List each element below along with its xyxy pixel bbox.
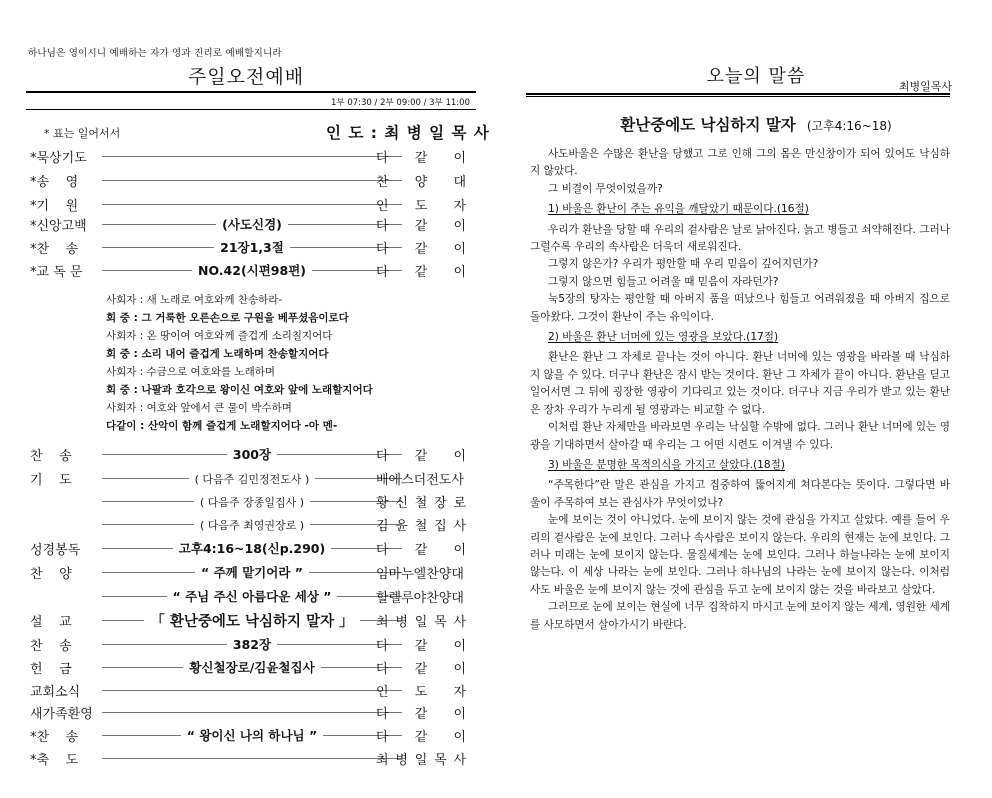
- sermon-reference: (고후4:16~18): [806, 119, 892, 133]
- order-row: [30, 169, 466, 191]
- order-detail: “ 왕이신 나의 하나님 ”: [181, 728, 323, 743]
- order-detail: 고후4:16~18(신p.290): [173, 541, 331, 556]
- order-person: 다 같 이: [376, 242, 466, 257]
- order-person: 최 병 일 목 사: [376, 615, 466, 630]
- order-row: [30, 633, 466, 655]
- order-row: [30, 747, 466, 769]
- order-detail: “ 주님 주신 아름다운 세상 ”: [167, 589, 338, 604]
- times-divider: [26, 109, 476, 110]
- sermon-paragraph: 우리가 환난을 당할 때 우리의 겉사람은 날로 낡아진다. 늙고 병들고 쇠약해진다. 그러나 그럴수록 우리의 속사람은 더욱더 새로워진다.: [530, 223, 950, 254]
- order-row: [30, 585, 466, 607]
- order-person: 다 같 이: [376, 730, 466, 745]
- order-label: *교 독 문: [30, 265, 83, 280]
- order-row: [30, 513, 466, 535]
- order-row: [30, 679, 466, 701]
- order-detail: 21장1,3절: [214, 240, 290, 255]
- sermon-paragraph: 그러므로 눈에 보이는 현실에 너무 집착하지 마시고 눈에 보이지 않는 세계, 영원한 세계를 사모하면서 살아가시기 바란다.: [530, 601, 950, 631]
- order-detail-wrap: [120, 468, 384, 487]
- order-detail: 「 환난중에도 낙심하지 말자 」: [144, 614, 359, 630]
- order-detail: ( 다음주 장종일집사 ): [194, 496, 310, 509]
- order-person: 할렐루야찬양대: [376, 591, 464, 606]
- order-row: [30, 193, 466, 215]
- order-person: 임마누엘찬양대: [376, 567, 464, 582]
- speaker: 최병일목사: [898, 80, 952, 93]
- bulletin-motto: 하나님은 영이시니 예배하는 자가 영과 진리로 예배할지니라: [28, 48, 282, 59]
- order-person: 찬 양 대: [376, 175, 466, 190]
- order-row: [30, 724, 466, 746]
- sermon-point-heading: 1) 바울은 환난이 주는 유익을 깨달았기 때문이다.(16절): [548, 203, 809, 216]
- order-person: 다 같 이: [376, 639, 466, 654]
- order-row: [30, 701, 466, 723]
- order-person: 다 같 이: [376, 449, 466, 464]
- order-detail: “ 주께 맡기어라 ”: [195, 565, 309, 580]
- presider: 인 도 : 최 병 일 목 사: [326, 124, 490, 142]
- order-detail-wrap: [120, 237, 384, 256]
- order-row: [30, 236, 466, 258]
- sermon-page: [520, 0, 992, 798]
- order-row: [30, 213, 466, 235]
- order-detail: 300장: [227, 447, 277, 462]
- sermon-body: [530, 146, 950, 634]
- order-person: 인 도 자: [376, 199, 466, 214]
- sermon-title-text: 환난중에도 낙심하지 말자: [620, 116, 796, 134]
- order-detail-wrap: [120, 514, 384, 533]
- responsive-line: 회 중 : 소리 내어 즐겁게 노래하며 찬송할지어다: [106, 348, 329, 360]
- order-label: 교회소식: [30, 685, 81, 700]
- order-person: 다 같 이: [376, 219, 466, 234]
- order-detail: NO.42(시편98편): [192, 263, 312, 278]
- leader-line: [102, 712, 402, 713]
- order-label: 설 교: [30, 615, 72, 630]
- worship-order-page: [0, 0, 490, 798]
- order-person: 다 같 이: [376, 151, 466, 166]
- order-detail-wrap: [120, 562, 384, 581]
- sermon-point-heading: 2) 바울은 환난 너머에 있는 영광을 보았다.(17절): [548, 331, 779, 344]
- order-person: 인 도 자: [376, 685, 466, 700]
- order-label: 새가족환영: [30, 707, 93, 722]
- order-row: [30, 656, 466, 678]
- order-label: *찬 송: [30, 730, 79, 745]
- order-detail-wrap: [120, 586, 384, 605]
- responsive-line: 사회자 : 수금으로 여호와를 노래하며: [106, 366, 276, 378]
- order-row: [30, 490, 466, 512]
- order-label: 찬 양: [30, 567, 72, 582]
- order-detail-wrap: [120, 538, 384, 557]
- order-label: 찬 송: [30, 449, 72, 464]
- leader-line: [102, 690, 402, 691]
- order-detail-wrap: [120, 657, 384, 676]
- sermon-page-title: 오늘의 말씀: [706, 66, 806, 87]
- order-detail: ( 다음주 최영권장로 ): [194, 519, 310, 532]
- sermon-paragraph: 그렇지 않으면 힘들고 어려울 때 믿음이 자라던가?: [548, 275, 779, 288]
- responsive-line: 사회자 : 여호와 앞에서 큰 물이 박수하며: [106, 402, 292, 414]
- leader-line: [102, 156, 402, 157]
- order-detail-wrap: [120, 634, 384, 653]
- order-label: 헌 금: [30, 662, 72, 677]
- sermon-title: [520, 113, 992, 135]
- order-label: *축 도: [30, 753, 79, 768]
- order-detail-wrap: [120, 610, 384, 631]
- order-detail: 황신철장로/김윤철집사: [183, 660, 320, 675]
- order-row: [30, 467, 466, 489]
- order-row: [30, 561, 466, 583]
- responsive-line: 회 중 : 그 거룩한 오른손으로 구원을 베푸셨음이로다: [106, 312, 349, 324]
- order-row: [30, 259, 466, 281]
- order-label: 기 도: [30, 473, 72, 488]
- leader-line: [102, 180, 402, 181]
- responsive-line: 사회자 : 온 땅이여 여호와께 즐겁게 소리칠지어다: [106, 330, 333, 342]
- order-label: *송 영: [30, 175, 79, 190]
- order-label: *기 원: [30, 199, 79, 214]
- sermon-paragraph: 눈에 보이는 것이 아니었다. 눈에 보이지 않는 것에 관심을 가지고 살았다. 예를 들어 우리의 겉사람은 눈에 보인다. 그러나 속사람은 보이지 않는다. 우리의 현재는 눈에 보인다. 그러나 미래는 눈에 보이지 않는다. 물질세계는 눈에 보인다. 그러나 하늘나라는 눈에 보이지 않는다. 이 세상 나라는 눈에 보인다. 그러나 하나님의 나라는 눈에 보이지 않는다. 이처럼 사도 바울은 눈에 보이지 않는 것에 관심을 두고 눈에 보이지 않는 것을 바라보고 살았다.: [530, 514, 950, 596]
- order-label: *묵상기도: [30, 151, 87, 166]
- order-detail-wrap: [120, 260, 384, 279]
- sermon-divider-thin: [526, 96, 950, 97]
- sermon-paragraph: 그렇지 않은가? 우리가 평안할 때 우리 믿음이 깊어지던가?: [548, 258, 819, 271]
- order-person: 다 같 이: [376, 543, 466, 558]
- order-row: [30, 609, 466, 631]
- order-label: 찬 송: [30, 639, 72, 654]
- sermon-paragraph: “주목한다”란 말은 관심을 가지고 집중하여 뚫어지게 쳐다본다는 뜻이다. 그렇다면 바울이 주목하여 보는 관심사가 무엇이었나?: [530, 479, 950, 509]
- order-label: *찬 송: [30, 242, 79, 257]
- order-label: 성경봉독: [30, 543, 81, 558]
- order-person: 배에스더전도사: [376, 473, 464, 488]
- order-detail-wrap: [120, 444, 384, 463]
- responsive-line: 다같이 : 산악이 함께 즐겁게 노래할지어다 -아 멘-: [106, 420, 338, 432]
- order-row: [30, 145, 466, 167]
- order-person: 황 신 철 장 로: [376, 496, 466, 511]
- order-row: [30, 537, 466, 559]
- page-title: 주일오전예배: [187, 66, 305, 88]
- title-divider: [26, 91, 476, 93]
- stand-note: * 표는 일어서서: [44, 127, 121, 140]
- order-label: *신앙고백: [30, 219, 87, 234]
- responsive-line: 사회자 : 새 노래로 여호와께 찬송하라-: [106, 294, 283, 306]
- sermon-paragraph: 눅5장의 탕자는 평안할 때 아버지 품을 떠났으나 힘들고 어려워졌을 때 아버지 집으로 돌아왔다. 그것이 환난이 주는 유익이다.: [530, 293, 950, 323]
- order-person: 다 같 이: [376, 707, 466, 722]
- order-detail: ( 다음주 김민정전도사 ): [189, 473, 316, 486]
- order-detail-wrap: [120, 214, 384, 233]
- order-detail: 382장: [227, 637, 277, 652]
- order-person: 김 윤 철 집 사: [376, 519, 466, 534]
- responsive-line: 회 중 : 나팔과 호각으로 왕이신 여호와 앞에 노래할지어다: [106, 384, 373, 396]
- leader-line: [102, 758, 402, 759]
- sermon-point-heading: 3) 바울은 분명한 목적의식을 가지고 살았다.(18절): [548, 458, 786, 471]
- order-person: 다 같 이: [376, 265, 466, 280]
- sermon-paragraph: 사도바울은 수많은 환난을 당했고 그로 인해 그의 몸은 만신창이가 되어 있어도 낙심하지 않았다.: [530, 148, 950, 178]
- order-person: 다 같 이: [376, 662, 466, 677]
- order-detail-wrap: [120, 725, 384, 744]
- leader-line: [102, 204, 402, 205]
- order-detail-wrap: [120, 491, 384, 510]
- sermon-divider-thick: [526, 93, 950, 95]
- order-row: [30, 443, 466, 465]
- sermon-paragraph: 환난은 환난 그 자체로 끝나는 것이 아니다. 환난 너머에 있는 영광을 바라볼 때 낙심하지 않을 수 있다. 더구나 환난은 잠시 받는 것이다. 환난 그 자체가 끝이 아니다. 환난을 딛고 일어서면 그 뒤에 굉장한 영광이 기다리고 있는 것이다. 더구나 지금 우리가 받고 있는 환난은 장차 우리가 누리게 될 영광과는 비교할 수 없다.: [530, 351, 950, 416]
- sermon-paragraph: 그 비결이 무엇이었을까?: [548, 182, 663, 195]
- service-times: 1부 07:30 / 2부 09:00 / 3부 11:00: [331, 98, 470, 108]
- sermon-paragraph: 이처럼 환난 자체만을 바라보면 우리는 낙심할 수밖에 없다. 그러나 환난 너머에 있는 영광을 기대하면서 살아갈 때 우리는 그 어떤 시련도 이겨낼 수 있다.: [530, 421, 950, 451]
- order-person: 최 병 일 목 사: [376, 753, 466, 768]
- order-detail: (사도신경): [216, 217, 288, 232]
